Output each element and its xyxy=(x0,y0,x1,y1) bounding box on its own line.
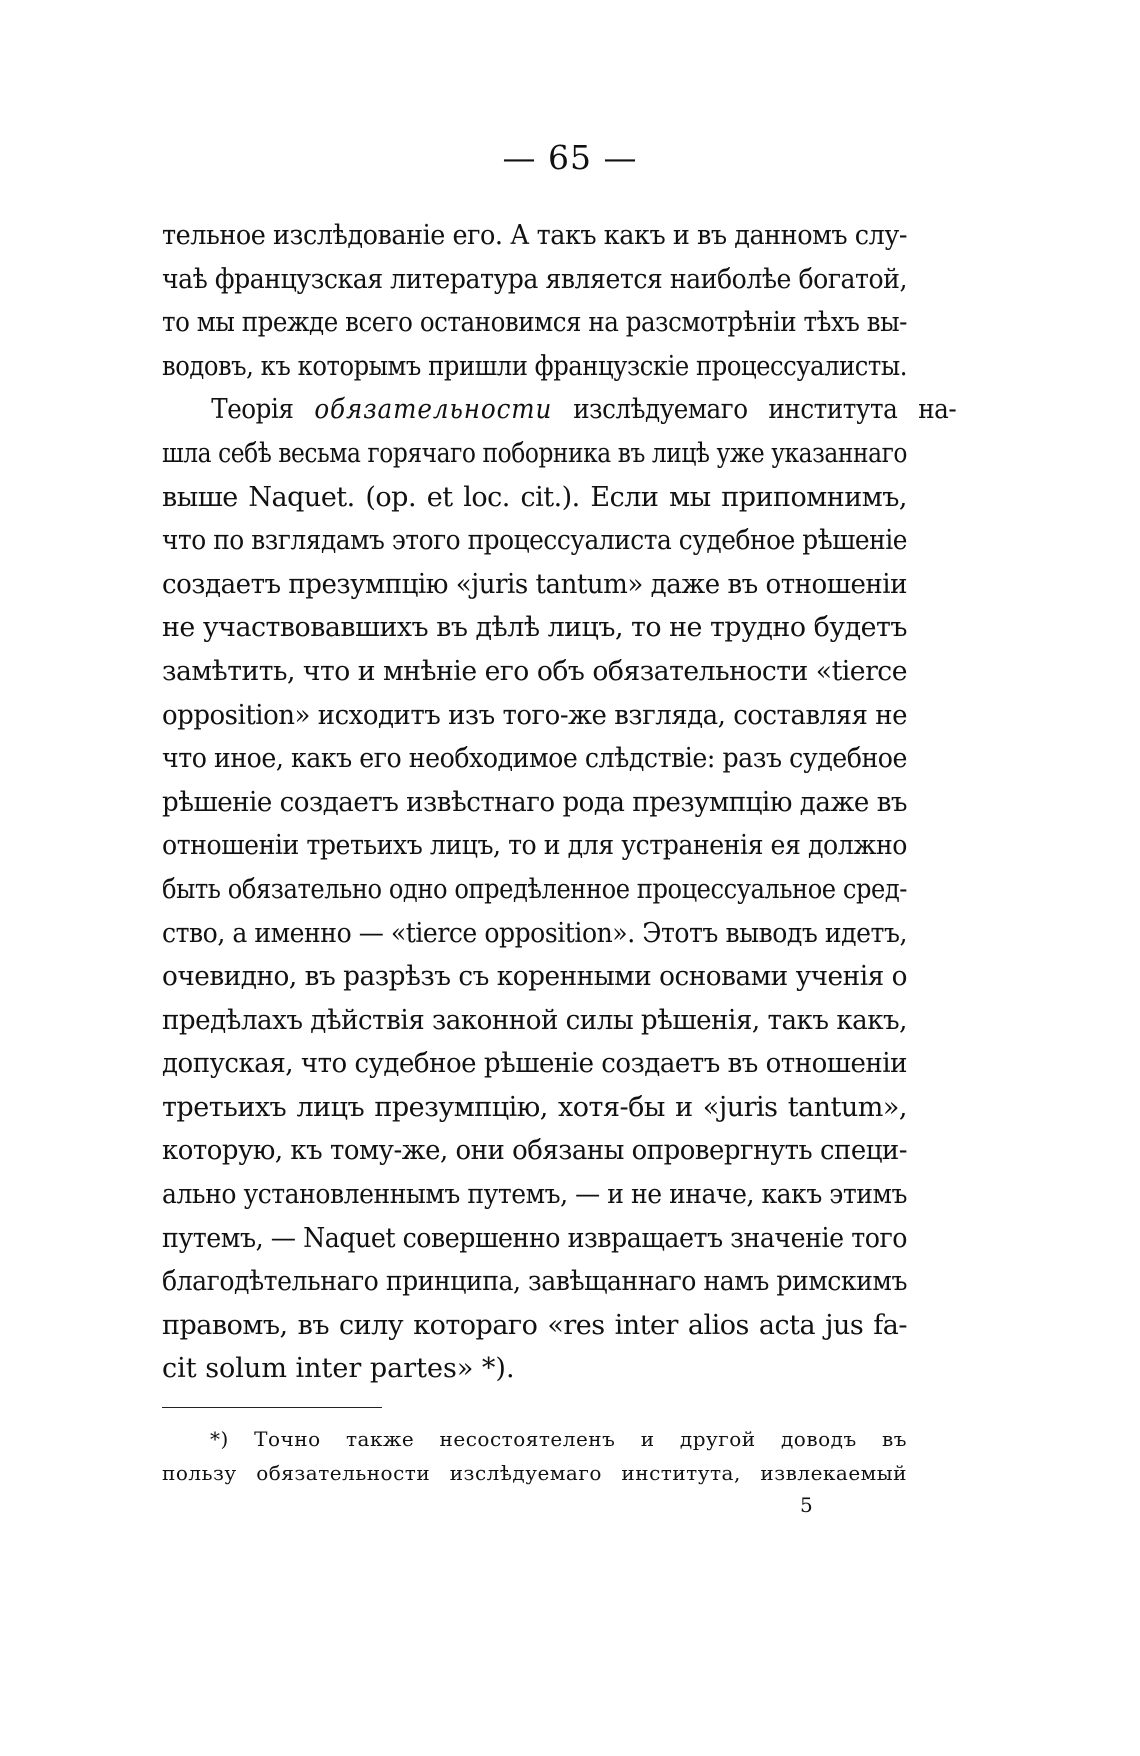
text-line: создаетъ презумпцію «juris tantum» даже въ отношеніи xyxy=(162,568,907,600)
text-line: допуская, что судебное рѣшеніе создаетъ въ отношеніи xyxy=(162,1048,907,1080)
paragraph-opening-line xyxy=(162,388,956,432)
text-line: cit solum inter partes» *). xyxy=(162,1353,515,1385)
footnote xyxy=(162,1422,907,1490)
text-line: выше Naquet. (op. et loc. cit.). Если мы припомнимъ, xyxy=(162,481,907,513)
text-line: то мы прежде всего остановимся на разсмотрѣніи тѣхъ вы- xyxy=(162,307,907,339)
text-line: третьихъ лицъ презумпцію, хотя-бы и «juris tantum», xyxy=(162,1091,907,1123)
text-line: opposition» исходитъ изъ того-же взгляда, составляя не xyxy=(162,699,907,731)
footnote-divider xyxy=(162,1407,382,1408)
text-line: правомъ, въ силу котораго «res inter alios acta jus fa- xyxy=(162,1309,907,1341)
footnote-line: пользу обязательности изслѣдуемаго института, извлекаемый xyxy=(162,1461,907,1485)
text-line: водовъ, къ которымъ пришли французскіе процессуалисты. xyxy=(162,350,907,382)
text-line: предѣлахъ дѣйствія законной силы рѣшенія, такъ какъ, xyxy=(162,1004,907,1036)
text-line: ство, а именно — «tierce opposition». Этотъ выводъ идетъ, xyxy=(162,917,907,949)
text-line: благодѣтельнаго принципа, завѣщаннаго намъ римскимъ xyxy=(162,1266,907,1298)
text-fragment: Теорія xyxy=(211,394,315,426)
emphasized-term: обязательности xyxy=(314,394,553,426)
text-line: быть обязательно одно опредѣленное процессуальное сред- xyxy=(162,873,907,905)
text-line: отношеніи третьихъ лицъ, то и для устраненія ея должно xyxy=(162,830,907,862)
text-line: замѣтить, что и мнѣніе его объ обязательности «tierce xyxy=(162,655,907,687)
text-line: чаѣ французская литература является наиболѣе богатой, xyxy=(162,263,907,295)
text-line: которую, къ тому-же, они обязаны опровергнуть специ- xyxy=(162,1135,907,1167)
footnote-line: *) Точно также несостоятеленъ и другой доводъ въ xyxy=(210,1427,907,1451)
main-text xyxy=(162,214,957,1391)
text-line: не участвовавшихъ въ дѣлѣ лицъ, то не трудно будетъ xyxy=(162,612,907,644)
signature-mark: 5 xyxy=(800,1493,813,1517)
page-number: — 65 — xyxy=(502,138,638,177)
text-fragment: изслѣдуемаго института на- xyxy=(552,394,957,426)
text-line: что иное, какъ его необходимое слѣдствіе: разъ судебное xyxy=(162,743,907,775)
text-line: путемъ, — Naquet совершенно извращаетъ значеніе того xyxy=(162,1222,907,1254)
text-line: тельное изслѣдованіе его. А такъ какъ и въ данномъ слу- xyxy=(162,220,907,251)
text-line: ально установленнымъ путемъ, — и не иначе, какъ этимъ xyxy=(162,1179,907,1211)
text-line: рѣшеніе создаетъ извѣстнаго рода презумпцію даже въ xyxy=(162,786,907,818)
text-line: что по взглядамъ этого процессуалиста судебное рѣшеніе xyxy=(162,525,907,557)
text-line: очевидно, въ разрѣзъ съ коренными основами ученія о xyxy=(162,961,907,993)
text-line: шла себѣ весьма горячаго поборника въ лицѣ уже указаннаго xyxy=(162,437,907,469)
